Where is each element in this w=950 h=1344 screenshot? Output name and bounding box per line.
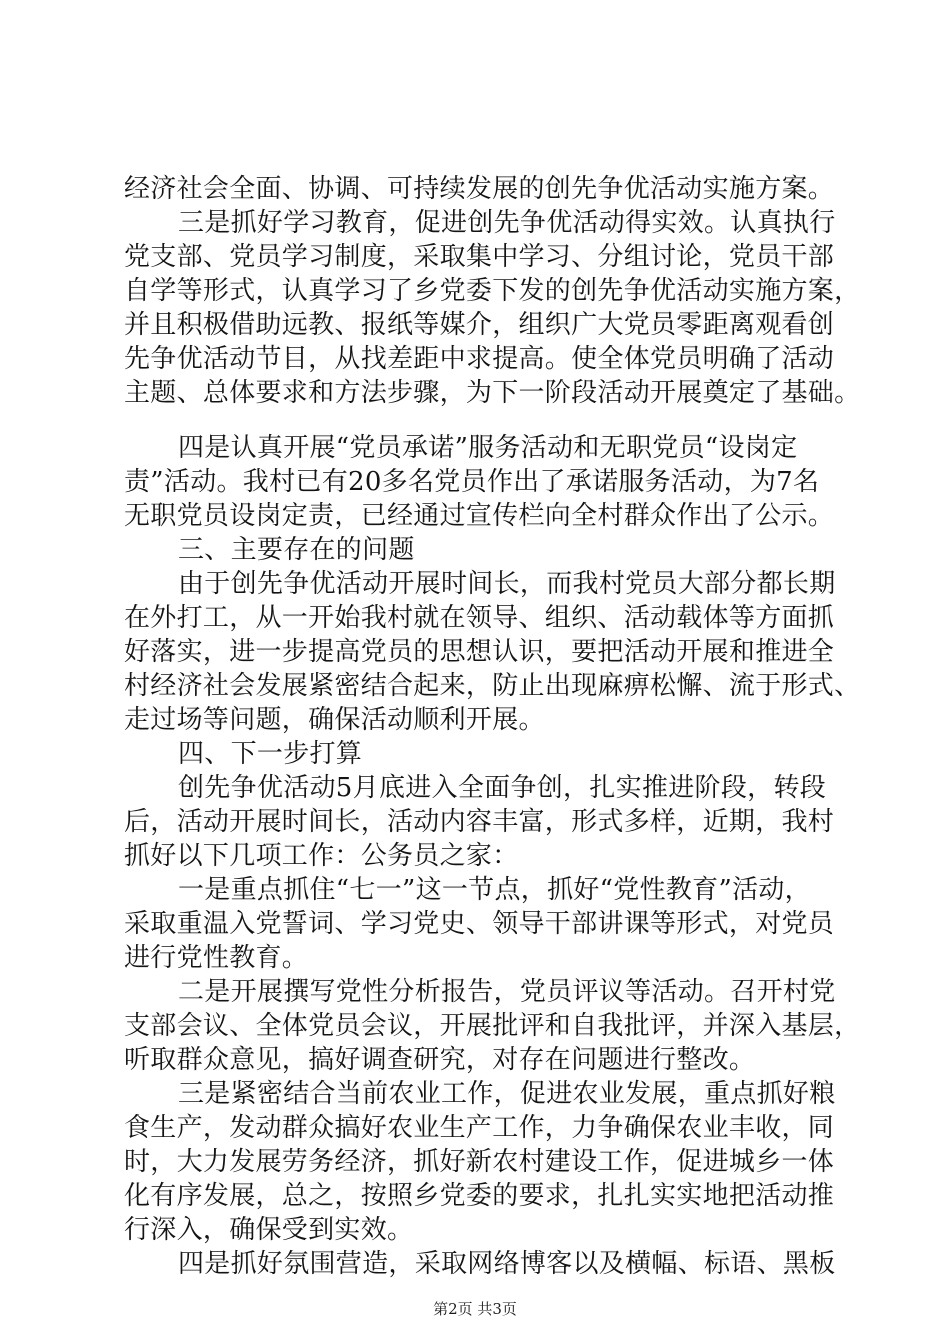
text-line: 抓好以下几项工作：公务员之家：	[124, 841, 519, 871]
text-line: 食生产，发动群众搞好农业生产工作，力争确保农业丰收，同	[124, 1113, 835, 1143]
text-line: 无职党员设岗定责，已经通过宣传栏向全村群众作出了公示。	[124, 501, 835, 531]
text-line: 创先争优活动5月底进入全面争创，扎实推进阶段，转段	[178, 773, 827, 803]
text-line: 一是重点抓住“七一”这一节点，抓好“党性教育”活动，	[178, 875, 811, 905]
text-line: 化有序发展，总之，按照乡党委的要求，扎扎实实地把活动推	[124, 1181, 835, 1211]
text-line: 由于创先争优活动开展时间长，而我村党员大部分都长期	[178, 569, 836, 599]
text-line: 后，活动开展时间长，活动内容丰富，形式多样，近期，我村	[124, 807, 835, 837]
text-line: 支部会议、全体党员会议，开展批评和自我批评，并深入基层，	[124, 1011, 861, 1041]
text-line: 并且积极借助远教、报纸等媒介，组织广大党员零距离观看创	[124, 310, 835, 340]
text-line: 主题、总体要求和方法步骤，为下一阶段活动开展奠定了基础。	[124, 378, 861, 408]
text-line: 四是认真开展“党员承诺”服务活动和无职党员“设岗定	[178, 433, 798, 463]
text-line: 村经济社会发展紧密结合起来，防止出现麻痹松懈、流于形式、	[124, 671, 861, 701]
text-line: 三是紧密结合当前农业工作，促进农业发展，重点抓好粮	[178, 1079, 836, 1109]
text-line: 进行党性教育。	[124, 943, 309, 973]
text-line: 三是抓好学习教育，促进创先争优活动得实效。认真执行	[178, 208, 836, 238]
text-line: 时，大力发展劳务经济，抓好新农村建设工作，促进城乡一体	[124, 1147, 835, 1177]
text-line: 听取群众意见，搞好调查研究，对存在问题进行整改。	[124, 1045, 756, 1075]
text-line: 走过场等问题，确保活动顺利开展。	[124, 705, 545, 735]
text-line: 二是开展撰写党性分析报告，党员评议等活动。召开村党	[178, 977, 836, 1007]
page-number-footer: 第2页 共3页	[433, 1300, 517, 1318]
text-line: 先争优活动节目，从找差距中求提高。使全体党员明确了活动	[124, 344, 835, 374]
text-line: 在外打工，从一开始我村就在领导、组织、活动载体等方面抓	[124, 603, 835, 633]
text-line: 四是抓好氛围营造，采取网络博客以及横幅、标语、黑板	[178, 1249, 836, 1279]
text-line: 经济社会全面、协调、可持续发展的创先争优活动实施方案。	[124, 174, 835, 204]
text-line: 自学等形式，认真学习了乡党委下发的创先争优活动实施方案，	[124, 276, 861, 306]
section-heading: 四、下一步打算	[178, 739, 363, 769]
text-line: 采取重温入党誓词、学习党史、领导干部讲课等形式，对党员	[124, 909, 835, 939]
text-line: 党支部、党员学习制度，采取集中学习、分组讨论，党员干部	[124, 242, 835, 272]
text-line: 行深入，确保受到实效。	[124, 1215, 414, 1245]
section-heading: 三、主要存在的问题	[178, 535, 415, 565]
text-line: 责”活动。我村已有20多名党员作出了承诺服务活动，为7名	[124, 467, 820, 497]
text-line: 好落实，进一步提高党员的思想认识，要把活动开展和推进全	[124, 637, 835, 667]
